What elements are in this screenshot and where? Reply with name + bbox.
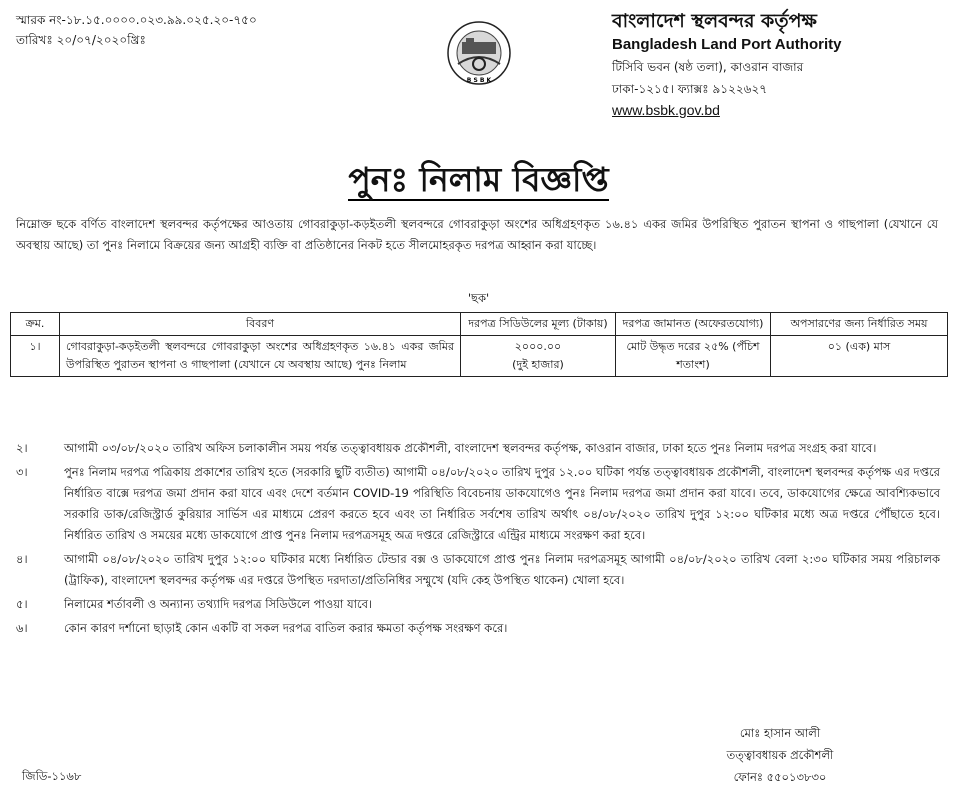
note-text: নিলামের শর্তাবলী ও অন্যান্য তথ্যাদি দরপত্র সিডিউলে পাওয়া যাবে। [64, 597, 373, 611]
list-item [16, 438, 940, 459]
office-address-line1: টিসিবি ভবন (ষষ্ঠ তলা), কাওরান বাজার [612, 60, 804, 74]
note-number: ৬। [16, 621, 28, 635]
list-item [16, 549, 940, 591]
note-text: আগামী ০৪/০৮/২০২০ তারিখ দুপুর ১২:০০ ঘটিকার মধ্যে নির্ধারিত টেন্ডার বক্স ও ডাকযোগে প্রাপ্ত পুনঃ নিলাম দরপত্রসমূহ আগামী ০৪/০৮/২০২০ তারিখ বেলা ২:৩০ ঘটিকার সময় পরিচালক (ট্রাফিক), বাংলাদেশ স্থলবন্দর কর্তৃপক্ষ এর দপ্তরে উপস্থিত দরদাতা/প্রতিনিধির সম্মুখে (যদি কেহ উপস্থিত থাকেন) খোলা হবে। [64, 552, 940, 587]
memo-block [16, 10, 257, 50]
signatory-designation: তত্ত্বাবধায়ক প্রকৌশলী [726, 748, 834, 762]
list-item [16, 594, 940, 615]
logo-text: B S B K [466, 77, 492, 84]
footer-code: জিডি-১১৬৮ [22, 769, 82, 783]
row-description: গোবরাকুড়া-কড়ইতলী স্থলবন্দরে গোবরাকুড়া অংশের অধিগ্রহণকৃত ১৬.৪১ একর জমির উপরিস্থিত পুরাতন স্থাপনা ও গাছপালা (যেখানে যে অবস্থায় আছে) পুনঃ নিলাম [60, 336, 461, 377]
signatory-name: মোঃ হাসান আলী [739, 726, 821, 740]
row-cost-words: (দুই হাজার) [512, 358, 564, 371]
row-deposit: মোট উদ্ধৃত দরের ২৫% (পঁচিশ শতাংশ) [616, 336, 771, 377]
note-text: পুনঃ নিলাম দরপত্র পত্রিকায় প্রকাশের তারিখ হতে (সরকারি ছুটি ব্যতীত) আগামী ০৪/০৮/২০২০ তারিখ দুপুর ১২.০০ ঘটিকা পর্যন্ত তত্ত্বাবধায়ক প্রকৌশলী, বাংলাদেশ স্থলবন্দর কর্তৃপক্ষ এর দপ্তরে নির্ধারিত বাক্সে দরপত্র জমা প্রদান করা যাবে এবং দেশে বর্তমান COVID-19 পরিস্থিতি বিবেচনায় ডাকযোগেও পুনঃ নিলাম দরপত্র জমা প্রদান করা যাবে। তবে, ডাকযোগের ক্ষেত্রে আবশ্যিকভাবে সরকারি ডাক/রেজিস্ট্রার্ড কুরিয়ার সার্ভিস এর মাধ্যমে প্রেরণ করতে হবে এবং তা নির্ধারিত সর্বশেষ তারিখ অর্থাৎ ০৪/০৮/২০২০ তারিখ দুপুর ১২:০০ ঘটিকার মধ্যে অত্র দপ্তরে পৌঁছাতে হবে। নির্ধারিত তারিখ ও সময়ের মধ্যে ডাকযোগে প্রাপ্ত পুনঃ নিলাম দরপত্রসমূহ অত্র দপ্তরে রেজিস্ট্রারে এন্ট্রির মাধ্যমে সংরক্ষণ করা হবে। [64, 465, 940, 542]
list-item [16, 462, 940, 546]
memo-number: স্মারক নং-১৮.১৫.০০০০.০২৩.৯৯.০২৫.২০-৭৫০ [16, 13, 257, 27]
note-number: ৫। [16, 597, 28, 611]
office-name-english: Bangladesh Land Port Authority [612, 36, 842, 53]
office-name-bangla: বাংলাদেশ স্থলবন্দর কর্তৃপক্ষ [612, 10, 817, 32]
header-description: বিবরণ [60, 313, 461, 336]
note-text: আগামী ০৩/০৮/২০২০ তারিখ অফিস চলাকালীন সময় পর্যন্ত তত্ত্বাবধায়ক প্রকৌশলী, বাংলাদেশ স্থলবন্দর কর্তৃপক্ষ, কাওরান বাজার, ঢাকা হতে পুনঃ নিলাম দরপত্র সংগ্রহ করা যাবে। [64, 441, 877, 455]
office-address-line2: ঢাকা-১২১৫। ফ্যাক্সঃ ৯১২২৬২৭ [612, 82, 768, 96]
memo-date: তারিখঃ ২০/০৭/২০২০খ্রিঃ [16, 33, 146, 47]
intro-paragraph: নিম্নোক্ত ছকে বর্ণিত বাংলাদেশ স্থলবন্দর কর্তৃপক্ষের আওতায় গোবরাকুড়া-কড়ইতলী স্থলবন্দরে গোবরাকুড়া অংশের অধিগ্রহণকৃত ১৬.৪১ একর জমির উপরিস্থিত পুরাতন স্থাপনা ও গাছপালা (যেখানে যে অবস্থায় আছে) তা পুনঃ নিলামে বিক্রয়ের জন্য আগ্রহী ব্যক্তি বা প্রতিষ্ঠানের নিকট হতে সীলমোহরকৃত দরপত্র আহ্বান করা যাচ্ছে। [16, 217, 938, 252]
notes-list [16, 438, 940, 642]
header-deposit: দরপত্র জামানত (অফেরতযোগ্য) [616, 313, 771, 336]
table-caption: 'ছক' [467, 291, 490, 305]
signatory-phone: ফোনঃ ৫৫০১৩৮৩০ [733, 770, 827, 784]
table-row [11, 336, 948, 377]
note-number: ৩। [16, 465, 28, 479]
office-website-link[interactable]: www.bsbk.gov.bd [612, 102, 720, 118]
row-removal-time: ০১ (এক) মাস [771, 336, 948, 377]
table-header-row [11, 313, 948, 336]
note-number: ২। [16, 441, 28, 455]
signature-block [700, 722, 860, 788]
row-cost-amount: ২০০০.০০ [514, 340, 562, 353]
notice-title-text: পুনঃ নিলাম বিজ্ঞপ্তি [348, 160, 609, 199]
office-block [612, 8, 952, 120]
row-serial: ১। [11, 336, 60, 377]
header-serial: ক্রম. [11, 313, 60, 336]
list-item [16, 618, 940, 639]
row-schedule-cost [461, 336, 616, 377]
bsbk-logo-icon [446, 20, 512, 86]
notice-title [0, 158, 957, 202]
note-text: কোন কারণ দর্শানো ছাড়াই কোন একটি বা সকল দরপত্র বাতিল করার ক্ষমতা কর্তৃপক্ষ সংরক্ষণ করে। [64, 621, 508, 635]
schedule-table [10, 312, 948, 377]
note-number: ৪। [16, 552, 28, 566]
header-removal-time: অপসারণের জন্য নির্ধারিত সময় [771, 313, 948, 336]
header-schedule-cost: দরপত্র সিডিউলের মূল্য (টাকায়) [461, 313, 616, 336]
